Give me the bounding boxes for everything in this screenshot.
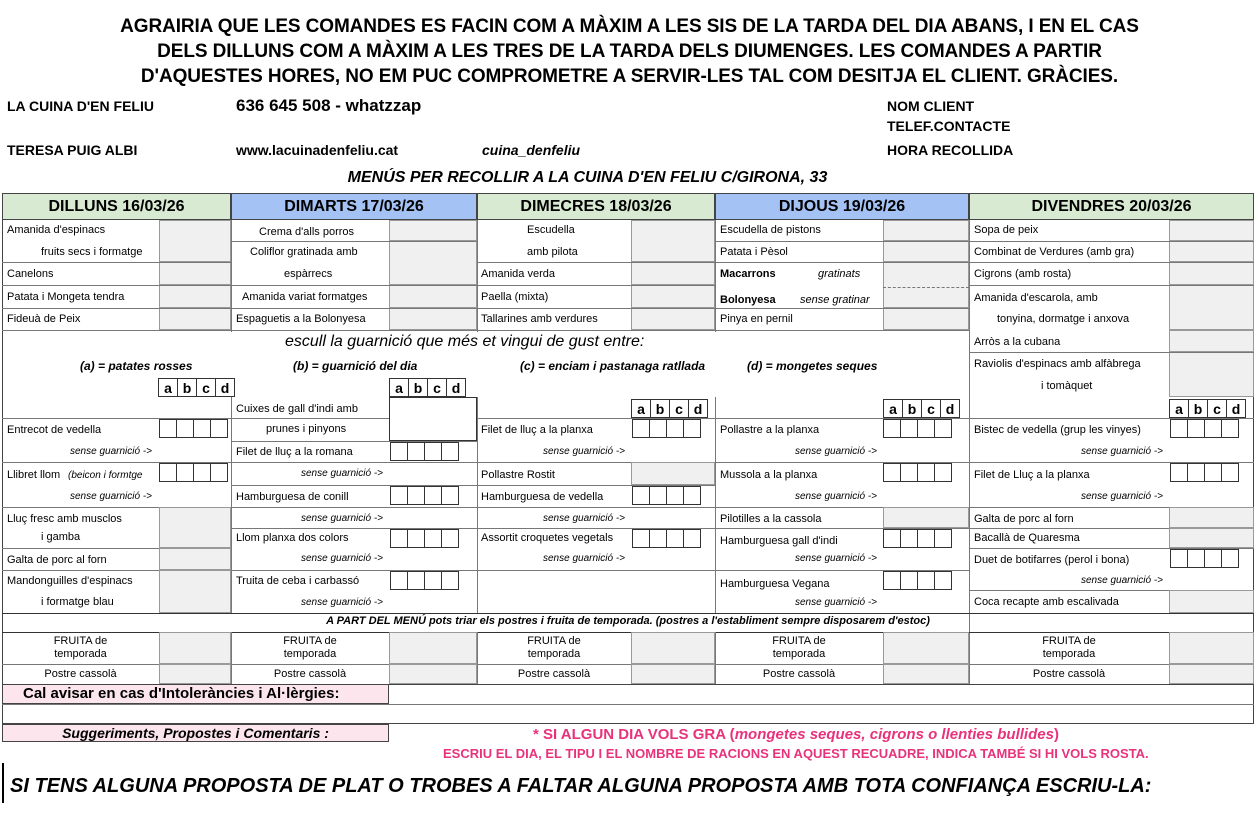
order-box[interactable]	[1169, 664, 1254, 684]
second-tue-2: Filet de lluç a la romana	[236, 446, 353, 458]
owner-name: TERESA PUIG ALBI	[7, 142, 138, 158]
second-fri-5: Duet de botifarres (perol i bona)	[974, 554, 1130, 566]
suggestions-label: Suggeriments, Propostes i Comentaris :	[2, 724, 389, 742]
desserts-note: A PART DEL MENÚ pots triar els postres i fruita de temporada. (postres a l'establiment sempre disposarem d'estoc)	[326, 615, 930, 627]
second-tue-1b: prunes i pinyons	[266, 423, 347, 435]
proposal-input-area[interactable]	[2, 806, 1254, 818]
dish-wed-1a: Escudella	[527, 224, 575, 236]
business-name: LA CUINA D'EN FELIU	[7, 98, 154, 114]
garnish-checkboxes[interactable]	[1171, 419, 1239, 438]
garnish-checkboxes[interactable]	[884, 419, 952, 438]
order-box[interactable]	[631, 262, 715, 285]
order-box[interactable]	[883, 507, 969, 528]
order-box[interactable]	[159, 308, 231, 330]
second-mon-2b: (beicon i formtge	[68, 470, 143, 481]
order-box[interactable]	[159, 548, 231, 570]
second-wed-4: Assortit croquetes vegetals	[481, 532, 614, 544]
instagram-handle: cuina_denfeliu	[482, 142, 581, 158]
dish-thu-2: Patata i Pèsol	[720, 246, 788, 258]
no-garnish-label: sense guarnició ->	[1081, 575, 1163, 586]
order-box[interactable]	[389, 632, 477, 664]
second-wed-3: Hamburguesa de vedella	[481, 491, 604, 503]
garnish-b: (b) = guarnició del dia	[293, 359, 418, 373]
garnish-checkboxes[interactable]	[884, 529, 952, 548]
order-deadline-notice	[0, 14, 1259, 89]
order-box[interactable]	[1169, 352, 1254, 397]
garnish-intro: escull la guarnició que més et vingui de gust entre:	[285, 333, 645, 350]
order-box[interactable]	[631, 462, 715, 485]
legume-notice: * SI ALGUN DIA VOLS GRA (mongetes seques, cigrons o llenties bullides)	[533, 726, 1059, 743]
order-box[interactable]	[389, 308, 477, 330]
second-fri-1: Bistec de vedella (grup les vinyes)	[974, 424, 1141, 436]
day-header-tuesday: DIMARTS 17/03/26	[231, 193, 477, 220]
no-garnish-label: sense guarnició ->	[301, 597, 383, 608]
second-thu-3: Pilotilles a la cassola	[720, 513, 822, 525]
second-thu-5: Hamburguesa Vegana	[720, 578, 830, 590]
no-garnish-label: sense guarnició ->	[543, 446, 625, 457]
second-thu-4: Hamburguesa gall d'indi	[720, 535, 838, 547]
day-header-wednesday: DIMECRES 18/03/26	[477, 193, 715, 220]
day-header-monday: DILLUNS 16/03/26	[2, 193, 231, 220]
second-wed-1: Filet de lluç a la planxa	[481, 424, 593, 436]
second-mon-2a: Llibret llom	[7, 469, 61, 481]
no-garnish-label: sense guarnició ->	[70, 491, 152, 502]
second-mon-3b: i gamba	[41, 531, 81, 543]
no-garnish-label: sense guarnició ->	[301, 553, 383, 564]
garnish-c: (c) = enciam i pastanaga ratllada	[520, 359, 706, 373]
order-box[interactable]	[883, 308, 969, 330]
garnish-letters-fri: a b c d	[1170, 399, 1246, 418]
pickup-time-label: HORA RECOLLIDA	[887, 142, 1014, 158]
order-box[interactable]	[1169, 590, 1254, 613]
garnish-checkboxes[interactable]	[1171, 463, 1239, 482]
allergy-label: Cal avisar en cas d'Intoleràncies i Al·lèrgies:	[2, 684, 389, 704]
order-box[interactable]	[1169, 330, 1254, 352]
garnish-letters-wed: a b c d	[632, 399, 708, 418]
second-tue-1a: Cuixes de gall d'indi amb	[236, 403, 358, 415]
second-fri-4: Bacallà de Quaresma	[974, 532, 1080, 544]
dish-fri-6b: i tomàquet	[1041, 380, 1093, 392]
garnish-a: (a) = patates rosses	[80, 359, 193, 373]
garnish-checkboxes[interactable]	[160, 419, 228, 438]
garnish-d: (d) = mongetes seques	[747, 359, 878, 373]
order-box[interactable]	[389, 664, 477, 684]
no-garnish-label: sense guarnició ->	[795, 446, 877, 457]
order-box[interactable]	[159, 262, 231, 285]
menu-title: MENÚS PER RECOLLIR A LA CUINA D'EN FELIU C/GIRONA, 33	[347, 169, 828, 186]
no-garnish-label: sense guarnició ->	[543, 553, 625, 564]
dish-thu-1: Escudella de pistons	[720, 224, 821, 236]
no-garnish-label: sense guarnició ->	[301, 513, 383, 524]
order-box[interactable]	[631, 285, 715, 308]
order-box[interactable]	[883, 241, 969, 262]
order-box[interactable]	[159, 507, 231, 548]
order-box[interactable]	[159, 570, 231, 613]
footer-prompt: SI TENS ALGUNA PROPOSTA DE PLAT O TROBES A FALTAR ALGUNA PROPOSTA AMB TOTA CONFIANÇA ESCRIU-LA:	[10, 775, 1152, 797]
dish-tue-2a: Coliflor gratinada amb	[250, 246, 358, 258]
order-box[interactable]	[1169, 632, 1254, 664]
garnish-checkboxes[interactable]	[633, 529, 701, 548]
fruit-fri: FRUITA de temporada	[1042, 635, 1096, 660]
pastry-mon: Postre cassolà	[44, 668, 117, 680]
pastry-thu: Postre cassolà	[762, 668, 836, 680]
no-garnish-label: sense guarnició ->	[543, 513, 625, 524]
garnish-checkboxes[interactable]	[391, 486, 459, 505]
dish-tue-1: Crema d'alls porros	[259, 226, 355, 238]
dish-wed-3: Paella (mixta)	[481, 291, 549, 303]
order-box[interactable]	[883, 632, 969, 664]
dish-thu-5: Pinya en pernil	[720, 313, 793, 325]
order-box[interactable]	[1169, 528, 1254, 548]
dish-fri-6a: Raviolis d'espinacs amb alfàbrega	[974, 358, 1141, 370]
second-tue-3: Hamburguesa de conill	[236, 491, 349, 503]
second-mon-1: Entrecot de vedella	[7, 424, 102, 436]
second-mon-4: Galta de porc al forn	[7, 554, 107, 566]
dish-wed-4: Tallarines amb verdures	[481, 313, 598, 325]
dish-tue-3: Amanida variat formatges	[242, 291, 368, 303]
order-box[interactable]	[631, 308, 715, 330]
pastry-wed: Postre cassolà	[517, 668, 591, 680]
order-box[interactable]	[389, 397, 477, 441]
dish-mon-4: Fideuà de Peix	[7, 313, 81, 325]
order-box[interactable]	[631, 220, 715, 262]
garnish-checkboxes[interactable]	[884, 463, 952, 482]
dish-fri-4a: Amanida d'escarola, amb	[974, 292, 1098, 304]
dish-tue-2b: espàrrecs	[284, 268, 333, 280]
order-box[interactable]	[631, 664, 715, 684]
second-mon-5a: Mandonguilles d'espinacs	[7, 575, 133, 587]
garnish-letters-mon: a b c d	[159, 378, 235, 397]
dish-thu-3b: gratinats	[818, 268, 861, 280]
dish-thu-4a: Bolonyesa	[720, 294, 776, 306]
notice-line-1: AGRAIRIA QUE LES COMANDES ES FACIN COM A MÀXIM A LES SIS DE LA TARDA DEL DIA ABANS, I EN EL CAS	[120, 16, 1139, 37]
dish-mon-2: Canelons	[7, 268, 54, 280]
no-garnish-label: sense guarnició ->	[795, 491, 877, 502]
order-box[interactable]	[883, 262, 969, 308]
second-fri-2: Filet de Lluç a la planxa	[974, 469, 1090, 481]
dish-fri-4b: tonyina, dormatge i anxova	[997, 313, 1130, 325]
fruit-tue: FRUITA de temporada	[283, 635, 337, 660]
second-fri-3: Galta de porc al forn	[974, 513, 1074, 525]
dish-tue-4: Espaguetis a la Bolonyesa	[236, 313, 366, 325]
phone-number: 636 645 508 - whatzzap	[236, 96, 422, 115]
second-thu-1: Pollastre a la planxa	[720, 424, 820, 436]
dish-fri-5: Arròs a la cubana	[974, 336, 1061, 348]
no-garnish-label: sense guarnició ->	[795, 597, 877, 608]
garnish-checkboxes[interactable]	[1171, 549, 1239, 568]
no-garnish-label: sense guarnició ->	[1081, 446, 1163, 457]
no-garnish-label: sense guarnició ->	[795, 553, 877, 564]
garnish-letters-thu: a b c d	[884, 399, 960, 418]
dish-mon-3: Patata i Mongeta tendra	[7, 291, 125, 303]
dish-thu-3a: Macarrons	[720, 268, 776, 280]
order-box[interactable]	[1169, 285, 1254, 330]
legume-instructions: ESCRIU EL DIA, EL TIPU I EL NOMBRE DE RACIONS EN AQUEST RECUADRE, INDICA TAMBÉ SI HI VOLS ROSTA.	[443, 746, 1149, 761]
dish-wed-1b: amb pilota	[527, 246, 578, 258]
second-fri-6: Coca recapte amb escalivada	[974, 596, 1119, 608]
fruit-mon: FRUITA de temporada	[53, 635, 108, 660]
fruit-wed: FRUITA de temporada	[527, 635, 581, 660]
garnish-checkboxes[interactable]	[160, 463, 228, 482]
dish-mon-1a: Amanida d'espinacs	[7, 224, 106, 236]
order-box[interactable]	[159, 220, 231, 262]
order-box[interactable]	[389, 241, 477, 285]
pastry-tue: Postre cassolà	[273, 668, 347, 680]
website: www.lacuinadenfeliu.cat	[236, 142, 399, 158]
second-mon-3a: Lluç fresc amb musclos	[7, 513, 122, 525]
order-box[interactable]	[1169, 507, 1254, 528]
dish-thu-4b: sense gratinar	[800, 294, 870, 306]
order-box[interactable]	[159, 285, 231, 308]
garnish-checkboxes[interactable]	[633, 419, 701, 438]
dish-fri-2: Combinat de Verdures (amb gra)	[974, 246, 1135, 258]
order-box[interactable]	[883, 220, 969, 241]
garnish-checkboxes[interactable]	[391, 442, 459, 461]
dish-fri-1: Sopa de peix	[974, 224, 1039, 236]
garnish-checkboxes[interactable]	[391, 571, 459, 590]
second-tue-5: Truita de ceba i carbassó	[236, 575, 360, 587]
order-box[interactable]	[159, 664, 231, 684]
second-tue-4: Llom planxa dos colors	[236, 532, 349, 544]
pastry-fri: Postre cassolà	[1032, 668, 1106, 680]
order-box[interactable]	[389, 285, 477, 308]
dish-mon-1b: fruits secs i formatge	[41, 246, 143, 258]
order-box[interactable]	[1169, 220, 1254, 241]
notice-line-2: DELS DILLUNS COM A MÀXIM A LES TRES DE LA TARDA DELS DIUMENGES. LES COMANDES A PARTIR	[157, 41, 1102, 62]
order-box[interactable]	[631, 632, 715, 664]
garnish-letters-tue: a b c d	[390, 378, 466, 397]
client-phone-label: TELEF.CONTACTE	[887, 118, 1011, 134]
garnish-checkboxes[interactable]	[633, 486, 701, 505]
garnish-checkboxes[interactable]	[391, 529, 459, 548]
no-garnish-label: sense guarnició ->	[1081, 491, 1163, 502]
dish-fri-3: Cigrons (amb rosta)	[974, 268, 1072, 280]
order-box[interactable]	[1169, 241, 1254, 262]
garnish-checkboxes[interactable]	[884, 571, 952, 590]
order-box[interactable]	[883, 664, 969, 684]
client-name-label: NOM CLIENT	[887, 98, 975, 114]
second-wed-2: Pollastre Rostit	[481, 469, 555, 481]
second-mon-5b: i formatge blau	[41, 596, 114, 608]
notice-line-3: D'AQUESTES HORES, NO EM PUC COMPROMETRE A SERVIR-LES TAL COM DESITJA EL CLIENT. GRÀCIES.	[140, 66, 1119, 87]
order-box[interactable]	[1169, 262, 1254, 285]
dish-wed-2: Amanida verda	[481, 268, 555, 280]
second-thu-2: Mussola a la planxa	[720, 469, 818, 481]
day-header-friday: DIVENDRES 20/03/26	[969, 193, 1254, 220]
no-garnish-label: sense guarnició ->	[70, 446, 152, 457]
fruit-thu: FRUITA de temporada	[772, 635, 826, 660]
day-header-thursday: DIJOUS 19/03/26	[715, 193, 969, 220]
no-garnish-label: sense guarnició ->	[301, 468, 383, 479]
order-box[interactable]	[389, 220, 477, 241]
order-box[interactable]	[159, 632, 231, 664]
